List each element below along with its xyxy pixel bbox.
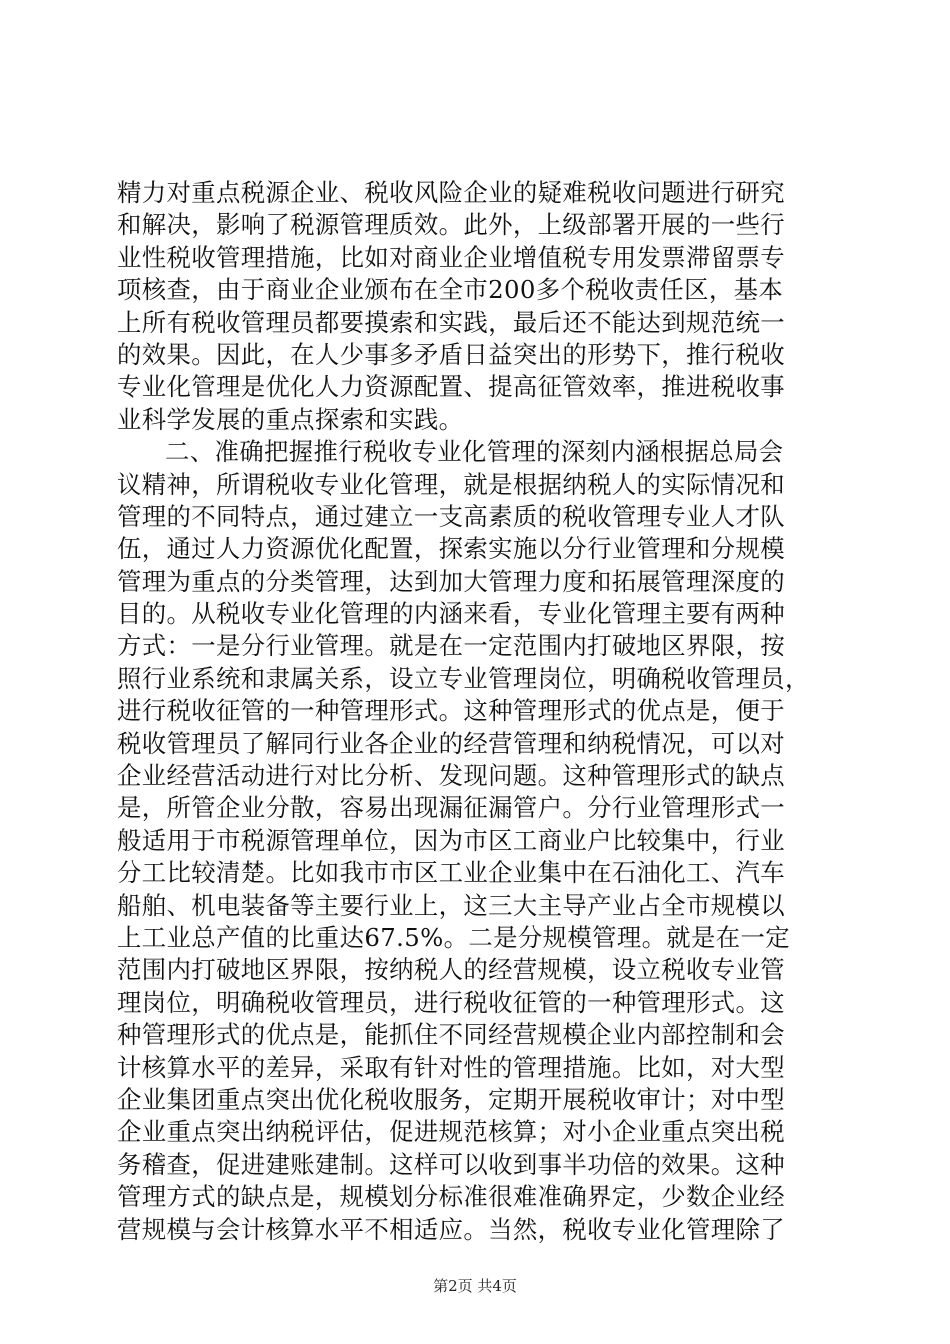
section-heading-line: 二、准确把握推行税收专业化管理的深刻内涵根据总局会 — [165, 437, 784, 467]
text-line: 和解决，影响了税源管理质效。此外，上级部署开展的一些行 — [117, 210, 785, 240]
text-line: 上所有税收管理员都要摸索和实践，最后还不能达到规范统一 — [117, 307, 785, 337]
text-line: 目的。从税收专业化管理的内涵来看，专业化管理主要有两种 — [117, 599, 785, 629]
text-line: 管理的不同特点，通过建立一支高素质的税收管理专业人才队 — [117, 501, 785, 531]
text-line: 是，所管企业分散，容易出现漏征漏管户。分行业管理形式一 — [117, 793, 785, 823]
text-line: 精力对重点税源企业、税收风险企业的疑难税收问题进行研究 — [117, 178, 785, 207]
text-line: 船舶、机电装备等主要行业上，这三大主导产业占全市规模以 — [117, 890, 785, 920]
text-line: 税收管理员了解同行业各企业的经营管理和纳税情况，可以对 — [117, 728, 785, 758]
text-line: 务稽查，促进建账建制。这样可以收到事半功倍的效果。这种 — [117, 1149, 785, 1179]
text-line: 分工比较清楚。比如我市市区工业企业集中在石油化工、汽车 — [117, 858, 785, 888]
text-line: 企业重点突出纳税评估，促进规范核算；对小企业重点突出税 — [117, 1117, 785, 1147]
text-line: 计核算水平的差异，采取有针对性的管理措施。比如，对大型 — [117, 1052, 785, 1082]
text-line: 业科学发展的重点探索和实践。 — [117, 404, 464, 434]
page-footer — [0, 1276, 950, 1296]
body-text — [117, 177, 829, 1246]
text-line: 方式：一是分行业管理。就是在一定范围内打破地区界限，按 — [117, 631, 785, 661]
text-line: 管理方式的缺点是，规模划分标准很难准确界定，少数企业经 — [117, 1182, 785, 1212]
text-line: 企业集团重点突出优化税收服务，定期开展税收审计；对中型 — [117, 1084, 785, 1114]
text-line: 专业化管理是优化人力资源配置、提高征管效率，推进税收事 — [117, 372, 785, 402]
text-line: 营规模与会计核算水平不相适应。当然，税收专业化管理除了 — [117, 1214, 785, 1244]
text-line: 范围内打破地区界限，按纳税人的经营规模，设立税收专业管 — [117, 955, 785, 985]
text-line: 项核查，由于商业企业颁布在全市200多个税收责任区，基本 — [117, 275, 784, 305]
text-line: 企业经营活动进行对比分析、发现问题。这种管理形式的缺点 — [117, 761, 785, 791]
text-line: 业性税收管理措施，比如对商业企业增值税专用发票滞留票专 — [117, 242, 785, 272]
text-line: 照行业系统和隶属关系，设立专业管理岗位，明确税收管理员， — [117, 663, 810, 693]
text-line: 理岗位，明确税收管理员，进行税收征管的一种管理形式。这 — [117, 987, 785, 1017]
text-line: 进行税收征管的一种管理形式。这种管理形式的优点是，便于 — [117, 696, 785, 726]
text-line: 种管理形式的优点是，能抓住不同经营规模企业内部控制和会 — [117, 1020, 785, 1050]
text-line: 的效果。因此，在人少事多矛盾日益突出的形势下，推行税收 — [117, 339, 785, 369]
text-line: 般适用于市税源管理单位，因为市区工商业户比较集中，行业 — [117, 825, 785, 855]
text-line: 上工业总产值的比重达67.5%。二是分规模管理。就是在一定 — [117, 922, 791, 952]
text-line: 议精神，所谓税收专业化管理，就是根据纳税人的实际情况和 — [117, 469, 785, 499]
text-line: 伍，通过人力资源优化配置，探索实施以分行业管理和分规模 — [117, 534, 785, 564]
text-line: 管理为重点的分类管理，达到加大管理力度和拓展管理深度的 — [117, 566, 785, 596]
page-number-label: 第2页 共4页 — [433, 1277, 517, 1295]
